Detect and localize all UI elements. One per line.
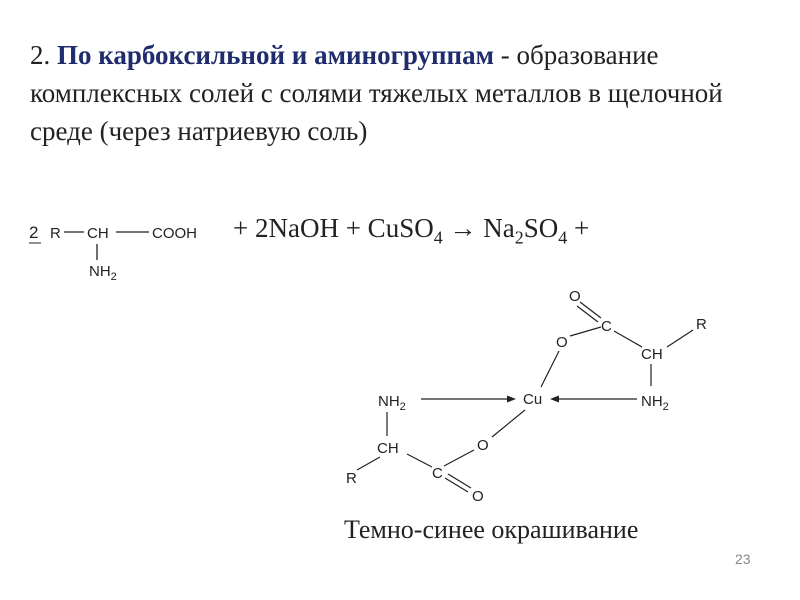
complex-o-bottom: O <box>477 437 489 454</box>
reactant-r: R <box>50 225 61 242</box>
point-number: 2. <box>30 40 51 70</box>
complex-r-bottom: R <box>346 470 357 487</box>
point-text: образование комплексных солей с солями тяжелых металлов в щелочной среде (через натриевую соль) <box>30 40 723 146</box>
copper-complex <box>346 288 707 505</box>
complex-c-top: C <box>601 318 612 335</box>
arrowhead-left <box>507 396 516 403</box>
equation-part-3: SO <box>523 213 559 243</box>
reactant-nh: $NH_2$ <box>89 263 117 283</box>
complex-r-top: R <box>696 316 707 333</box>
reactant-coefficient: 2 <box>29 223 39 242</box>
point-highlight: По карбоксильной и аминогруппам <box>57 40 495 70</box>
arrowhead-right <box>550 396 559 403</box>
bond-ch-c-bottom <box>407 454 432 467</box>
complex-ch-bottom: CH <box>377 440 399 457</box>
reactant-structure <box>29 223 197 283</box>
complex-nh-left: $NH_2$ <box>378 393 406 413</box>
bond-c-ch-top <box>614 331 642 347</box>
bond-ch-r-top <box>667 330 693 347</box>
complex-o-top: O <box>556 334 568 351</box>
reaction-equation <box>233 213 589 248</box>
complex-cu: Cu <box>523 391 543 408</box>
bond-o-cu-top <box>541 351 559 387</box>
bond-c-o-top <box>570 327 601 336</box>
complex-o-double-top: O <box>569 288 581 305</box>
equation-part-1: + 2NaOH + CuSO <box>233 213 434 243</box>
complex-ch-top: CH <box>641 346 663 363</box>
bond-cu-o-bottom <box>492 410 525 437</box>
complex-c-bottom: C <box>432 465 443 482</box>
equation-part-4: + <box>567 213 590 243</box>
bond-c-o-bottom <box>444 450 474 466</box>
complex-o-double-bottom: O <box>472 488 484 505</box>
equation-sub-1: 4 <box>433 227 443 248</box>
point-dash: - <box>494 40 510 70</box>
bond-double-bottom-1 <box>445 478 468 492</box>
bond-ch-r-bottom <box>357 457 380 470</box>
equation-part-2: → Na <box>442 213 515 243</box>
page-number: 23 <box>735 551 751 567</box>
reactant-ch: CH <box>87 225 109 242</box>
reactant-cooh: COOH <box>152 225 197 242</box>
equation-sub-2: 2 <box>514 227 524 248</box>
bond-double-bottom-2 <box>448 474 471 488</box>
equation-sub-3: 4 <box>558 227 568 248</box>
color-caption: Темно-синее окрашивание <box>344 515 639 544</box>
complex-nh-right: $NH_2$ <box>641 393 669 413</box>
